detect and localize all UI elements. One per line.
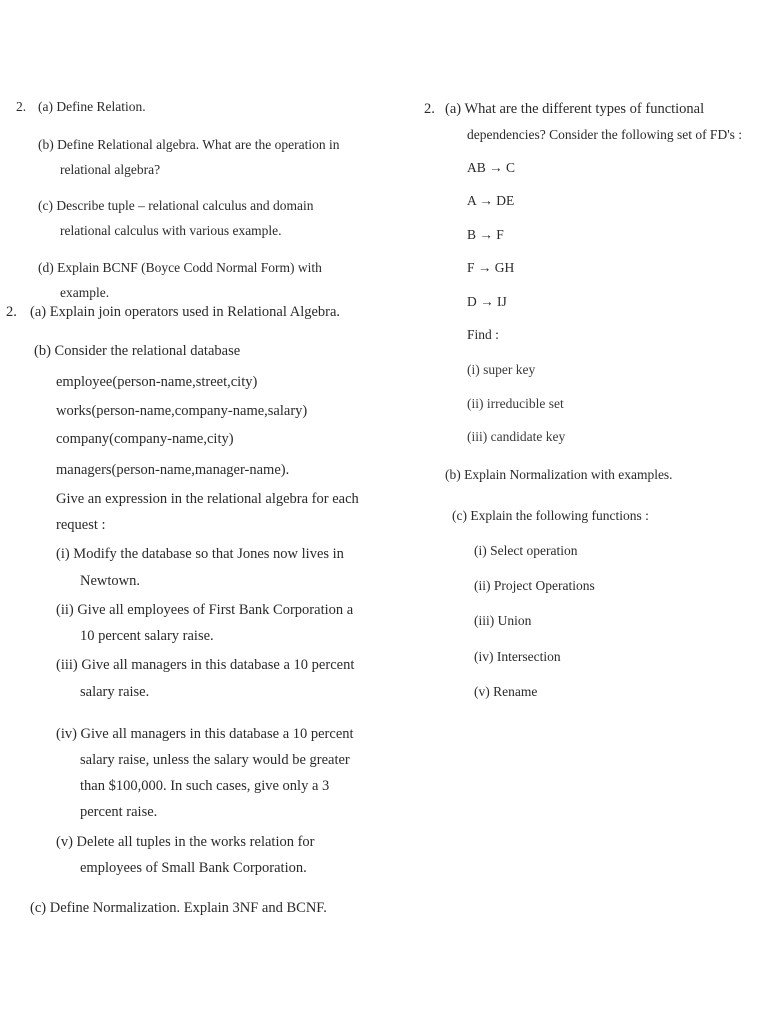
question-2a-line1: (a) What are the different types of functional <box>445 101 705 117</box>
question-1b-line1: (b) Define Relational algebra. What are the operation in <box>38 137 340 152</box>
question-1d-line1: (d) Explain BCNF (Boyce Codd Normal Form) with <box>38 260 322 275</box>
request-iv-line2: salary raise, unless the salary would be greater <box>80 752 350 768</box>
question-2b-right: (b) Explain Normalization with examples. <box>445 467 673 482</box>
request-v-line2: employees of Small Bank Corporation. <box>80 860 307 876</box>
question-1d-line2: example. <box>60 285 110 300</box>
request-iii-line2: salary raise. <box>80 684 150 700</box>
relation-managers: managers(person-name,manager-name). <box>56 462 290 478</box>
fd-3: B → F <box>467 227 504 242</box>
give-expression-line2: request : <box>56 517 106 533</box>
find-item-2: (ii) irreducible set <box>467 396 564 411</box>
question-1a: (a) Define Relation. <box>38 99 146 114</box>
relation-company: company(company-name,city) <box>56 431 234 447</box>
request-iv-line1: (iv) Give all managers in this database a 10 percent <box>56 726 354 742</box>
fd-1: AB → C <box>467 160 516 175</box>
function-item-2: (ii) Project Operations <box>474 578 595 593</box>
question-1c-line2: relational calculus with various example. <box>60 223 282 238</box>
find-label: Find : <box>467 327 499 342</box>
relation-employee: employee(person-name,street,city) <box>56 374 258 390</box>
question-number: 2. <box>424 101 435 117</box>
request-i-line1: (i) Modify the database so that Jones now lives in <box>56 546 344 562</box>
request-v-line1: (v) Delete all tuples in the works relation for <box>56 834 315 850</box>
question-number: 2. <box>16 99 27 114</box>
fd-2: A → DE <box>467 193 515 208</box>
request-iv-line3: than $100,000. In such cases, give only a 3 <box>80 778 330 794</box>
find-item-1: (i) super key <box>467 362 536 377</box>
request-i-line2: Newtown. <box>80 573 141 589</box>
question-2c: (c) Define Normalization. Explain 3NF and BCNF. <box>30 900 327 916</box>
request-ii-line1: (ii) Give all employees of First Bank Corporation a <box>56 602 354 618</box>
request-ii-line2: 10 percent salary raise. <box>80 628 214 644</box>
question-1b-line2: relational algebra? <box>60 162 161 177</box>
request-iv-line4: percent raise. <box>80 804 158 820</box>
question-2b: (b) Consider the relational database <box>34 343 241 359</box>
function-item-3: (iii) Union <box>474 613 532 628</box>
request-iii-line1: (iii) Give all managers in this database a 10 percent <box>56 657 355 673</box>
find-item-3: (iii) candidate key <box>467 429 566 444</box>
relation-works: works(person-name,company-name,salary) <box>56 403 308 419</box>
question-2c-right: (c) Explain the following functions : <box>452 508 649 523</box>
question-1c-line1: (c) Describe tuple – relational calculus and domain <box>38 198 314 213</box>
function-item-4: (iv) Intersection <box>474 649 561 664</box>
fd-5: D → IJ <box>467 294 507 309</box>
question-2a: (a) Explain join operators used in Relational Algebra. <box>30 304 341 320</box>
give-expression-line1: Give an expression in the relational algebra for each <box>56 491 359 507</box>
function-item-5: (v) Rename <box>474 684 538 699</box>
question-number: 2. <box>6 304 17 320</box>
function-item-1: (i) Select operation <box>474 543 578 558</box>
fd-4: F → GH <box>467 260 515 275</box>
question-2a-line2: dependencies? Consider the following set of FD's : <box>467 127 743 142</box>
